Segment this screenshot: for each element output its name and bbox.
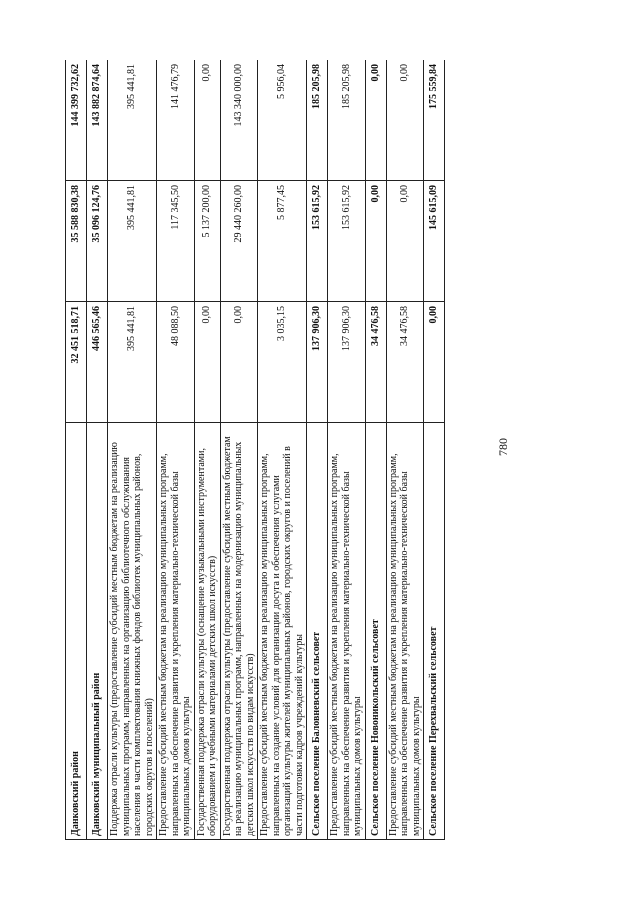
table-row-section	[424, 60, 445, 840]
row-name-cell: Сельское поселение Баловневский сельсовет	[307, 423, 328, 840]
page-number: 780	[496, 438, 510, 456]
budget-table-body	[66, 60, 445, 840]
value-cell-2: 145 615,09	[424, 181, 445, 302]
value-cell-1: 446 565,46	[87, 302, 108, 423]
table-row-section	[66, 60, 87, 840]
value-cell-2: 0,00	[386, 181, 424, 302]
value-cell-1: 0,00	[220, 302, 258, 423]
row-name-cell: Данковский муниципальный район	[87, 423, 108, 840]
table-row	[220, 60, 258, 840]
table-row-section	[365, 60, 386, 840]
value-cell-1: 137 906,30	[328, 302, 366, 423]
value-cell-3: 141 476,79	[157, 60, 195, 181]
table-row	[194, 60, 220, 840]
value-cell-3: 185 205,98	[307, 60, 328, 181]
value-cell-3: 185 205,98	[328, 60, 366, 181]
value-cell-1: 3 035,15	[258, 302, 307, 423]
rotated-table-container	[65, 60, 553, 840]
row-name-cell: Сельское поселение Перехвальский сельсовет	[424, 423, 445, 840]
table-row-section	[87, 60, 108, 840]
budget-table	[65, 60, 445, 840]
value-cell-1: 48 088,50	[157, 302, 195, 423]
value-cell-1: 34 476,58	[386, 302, 424, 423]
value-cell-2: 395 441,81	[108, 181, 157, 302]
value-cell-3: 395 441,81	[108, 60, 157, 181]
row-name-cell: Предоставление субсидий местным бюджетам на реализацию муниципальных программ, направленных на создание условий для организации досуга и обеспечения услугами организаций культуры жителей муниципальных районов, городских округов и поселений в части подготовки кадров учреждений культуры	[258, 423, 307, 840]
value-cell-2: 117 345,50	[157, 181, 195, 302]
table-row	[157, 60, 195, 840]
table-viewport	[65, 60, 553, 840]
value-cell-3: 5 956,04	[258, 60, 307, 181]
row-name-cell: Предоставление субсидий местным бюджетам на реализацию муниципальных программ, направленных на обеспечение развития и укрепления материально-технической базы муниципальных домов культуры	[157, 423, 195, 840]
row-name-cell: Государственная поддержка отрасли культуры (предоставление субсидий местным бюджетам на реализацию муниципальных программ, направленных на модернизацию муниципальных детских школ искусств по видам искусств)	[220, 423, 258, 840]
table-row	[258, 60, 307, 840]
value-cell-1: 395 441,81	[108, 302, 157, 423]
row-name-cell: Государственная поддержка отрасли культуры (оснащение музыкальными инструментами, оборудованием и учебными материалами детских школ искусств)	[194, 423, 220, 840]
value-cell-1: 137 906,30	[307, 302, 328, 423]
value-cell-3: 0,00	[386, 60, 424, 181]
table-row	[108, 60, 157, 840]
value-cell-2: 153 615,92	[328, 181, 366, 302]
value-cell-2: 29 440 260,00	[220, 181, 258, 302]
value-cell-2: 0,00	[365, 181, 386, 302]
value-cell-1: 34 476,58	[365, 302, 386, 423]
value-cell-3: 143 882 874,64	[87, 60, 108, 181]
value-cell-2: 153 615,92	[307, 181, 328, 302]
value-cell-3: 0,00	[365, 60, 386, 181]
table-row	[386, 60, 424, 840]
table-row	[328, 60, 366, 840]
value-cell-3: 143 340 000,00	[220, 60, 258, 181]
value-cell-2: 5 137 200,00	[194, 181, 220, 302]
table-row-section	[307, 60, 328, 840]
value-cell-3: 144 399 732,62	[66, 60, 87, 181]
value-cell-3: 175 559,84	[424, 60, 445, 181]
row-name-cell: Предоставление субсидий местным бюджетам на реализацию муниципальных программ, направленных на обеспечение развития и укрепления материально-технической базы муниципальных домов культуры	[328, 423, 366, 840]
row-name-cell: Сельское поселение Новоникольский сельсовет	[365, 423, 386, 840]
value-cell-2: 5 877,45	[258, 181, 307, 302]
row-name-cell: Данковский район	[66, 423, 87, 840]
value-cell-2: 35 096 124,76	[87, 181, 108, 302]
value-cell-1: 32 451 518,71	[66, 302, 87, 423]
value-cell-3: 0,00	[194, 60, 220, 181]
value-cell-1: 0,00	[194, 302, 220, 423]
value-cell-2: 35 588 830,38	[66, 181, 87, 302]
row-name-cell: Предоставление субсидий местным бюджетам на реализацию муниципальных программ, направленных на обеспечение развития и укрепления материально-технической базы муниципальных домов культуры	[386, 423, 424, 840]
row-name-cell: Поддержка отрасли культуры (предоставление субсидий местным бюджетам на реализацию муниципальных программ, направленных на организацию библиотечного обслуживания населения в части комплектования книжных фондов библиотек муниципальных районов, городских округов и поселений)	[108, 423, 157, 840]
value-cell-1: 0,00	[424, 302, 445, 423]
